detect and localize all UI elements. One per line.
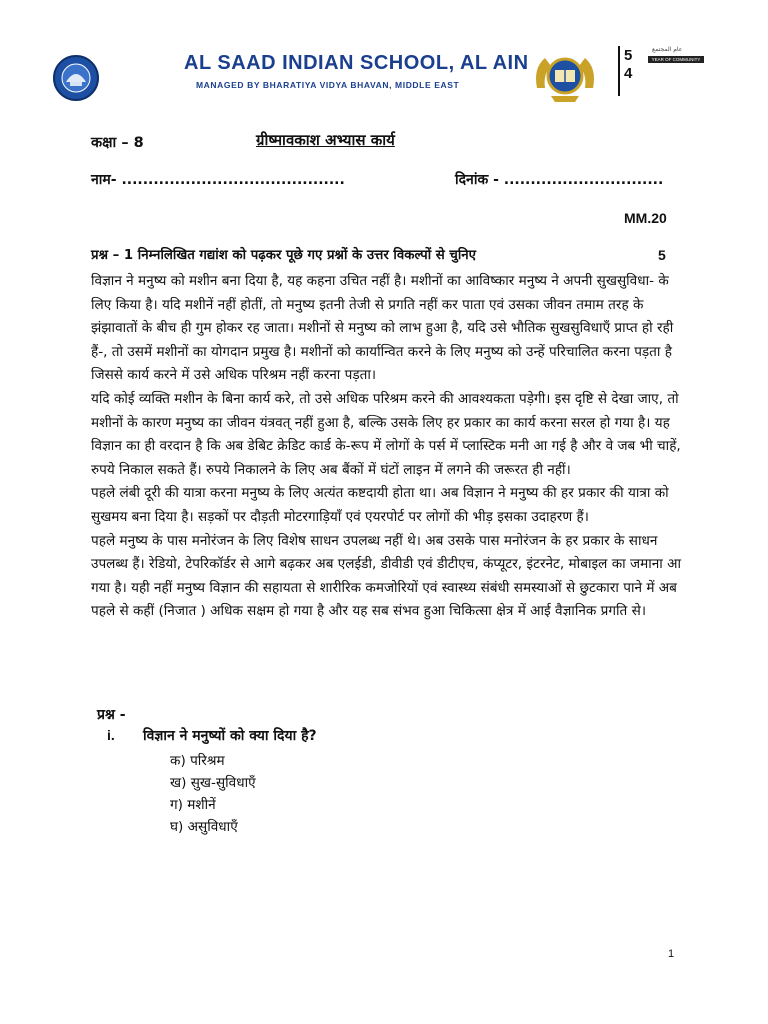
sub-question-text: विज्ञान ने मनुष्यों को क्या दिया है? (143, 728, 317, 744)
school-name: AL SAAD INDIAN SCHOOL, AL AIN (184, 52, 529, 74)
bhavan-crest-icon (531, 48, 599, 106)
badge-divider (618, 46, 620, 96)
answer-options (170, 750, 256, 838)
option-b: ख) सुख-सुविधाएँ (170, 775, 256, 791)
passage (91, 270, 681, 624)
class-label: कक्षा – 8 (91, 135, 144, 151)
max-marks: MM.20 (624, 210, 667, 226)
worksheet-title: ग्रीष्मावकाश अभ्यास कार्य (256, 131, 395, 149)
passage-paragraph: विज्ञान ने मनुष्य को मशीन बना दिया है, यह कहना उचित नहीं है। मशीनों का आविष्कार मनुष्य ने अपनी सुखसुविधा- के लिए किया है। यदि मशीनें नहीं होतीं, तो मनुष्य इतनी तेजी से प्रगति नहीं कर पाता एवं उसका जीवन तमाम तरह के झंझावातों के बीच ही गुम होकर रह जाता। मशीनों से मनुष्य को लाभ हुआ है, यदि उसे भौतिक सुखसुविधाएँ प्राप्त हो रही हैं-, तो उसमें मशीनों का योगदान प्रमुख है। मशीनों को कार्यान्वित करने के लिए मनुष्य को उन्हें परिचालित करना पड़ता है जिससे कार्य करने में उसे अधिक परिश्रम नहीं करना पड़ता। (91, 273, 674, 384)
passage-paragraph: पहले मनुष्य के पास मनोरंजन के लिए विशेष साधन उपलब्ध नहीं थे। अब उसके पास मनोरंजन के हर प्रकार के साधन उपलब्ध हैं। रेडियो, टेपरिकॉर्डर से आगे बढ़कर अब एलईडी, डीवीडी एवं डीटीएच, कंप्यूटर, इंटरनेट, मोबाइल का जमाना आ गया है। यही नहीं मनुष्य विज्ञान की सहायता से शारीरिक कमजोरियों एवं स्वास्थ्य संबंधी समस्याओं से छुटकारा पाने में अब पहले से कहीं (निजात ) अधिक सक्षम हो गया है और यह सब संभव हुआ चिकित्सा क्षेत्र में आई वैज्ञानिक प्रगति से। (91, 532, 681, 620)
question-heading: प्रश्न – 1 निम्नलिखित गद्यांश को पढ़कर पूछे गए प्रश्नों के उत्तर विकल्पों से चुनिए (91, 248, 477, 263)
year-digit-top: 5 (624, 47, 633, 64)
option-c: ग) मशीनें (170, 797, 216, 813)
question-marks: 5 (658, 247, 666, 263)
year-digit-bottom: 4 (624, 65, 633, 82)
sub-question-number: i. (107, 727, 115, 743)
passage-paragraph: यदि कोई व्यक्ति मशीन के बिना कार्य करे, तो उसे अधिक परिश्रम करने की आवश्यकता पड़ेगी। इस दृष्टि से देखा जाए, तो मशीनों के कारण मनुष्य का जीवन यंत्रवत् नहीं हुआ है, बल्कि उसके लिए हर प्रकार का कार्य करना सरल हो गया है। यह विज्ञान का ही वरदान है कि अब डेबिट क्रेडिट कार्ड के-रूप में लोगों के पर्स में प्लास्टिक मनी आ गई है और वे जब भी चाहें, रुपये निकाल सकते हैं। रुपये निकालने के लिए अब बैंकों में घंटों लाइन में लगने की जरूरत ही नहीं। (91, 390, 681, 478)
managed-by-text: MANAGED BY BHARATIYA VIDYA BHAVAN, MIDDLE EAST (196, 80, 460, 90)
date-field-label: दिनांक - .............................. (455, 172, 664, 188)
year-of-community-badge (618, 44, 728, 96)
page-number: 1 (668, 948, 675, 960)
school-emblem-icon (52, 54, 100, 102)
passage-paragraph: पहले लंबी दूरी की यात्रा करना मनुष्य के लिए अत्यंत कष्टदायी होता था। अब विज्ञान ने मनुष्य की हर प्रकार की यात्रा को सुखमय बना दिया है। सड़कों पर दौड़ती मोटरगाड़ियाँ एवं एयरपोर्ट पर लोगों की भीड़ इसका उदाहरण हैं। (91, 485, 669, 525)
school-header (46, 44, 728, 106)
option-a: क) परिश्रम (170, 753, 225, 769)
name-field-label: नाम- .......................................... (91, 172, 345, 188)
option-d: घ) असुविधाएँ (170, 819, 238, 835)
year-label: YEAR OF COMMUNITY (648, 56, 704, 63)
arabic-text: عام المجتمع (652, 46, 683, 53)
sub-question-label: प्रश्न - (97, 707, 126, 723)
